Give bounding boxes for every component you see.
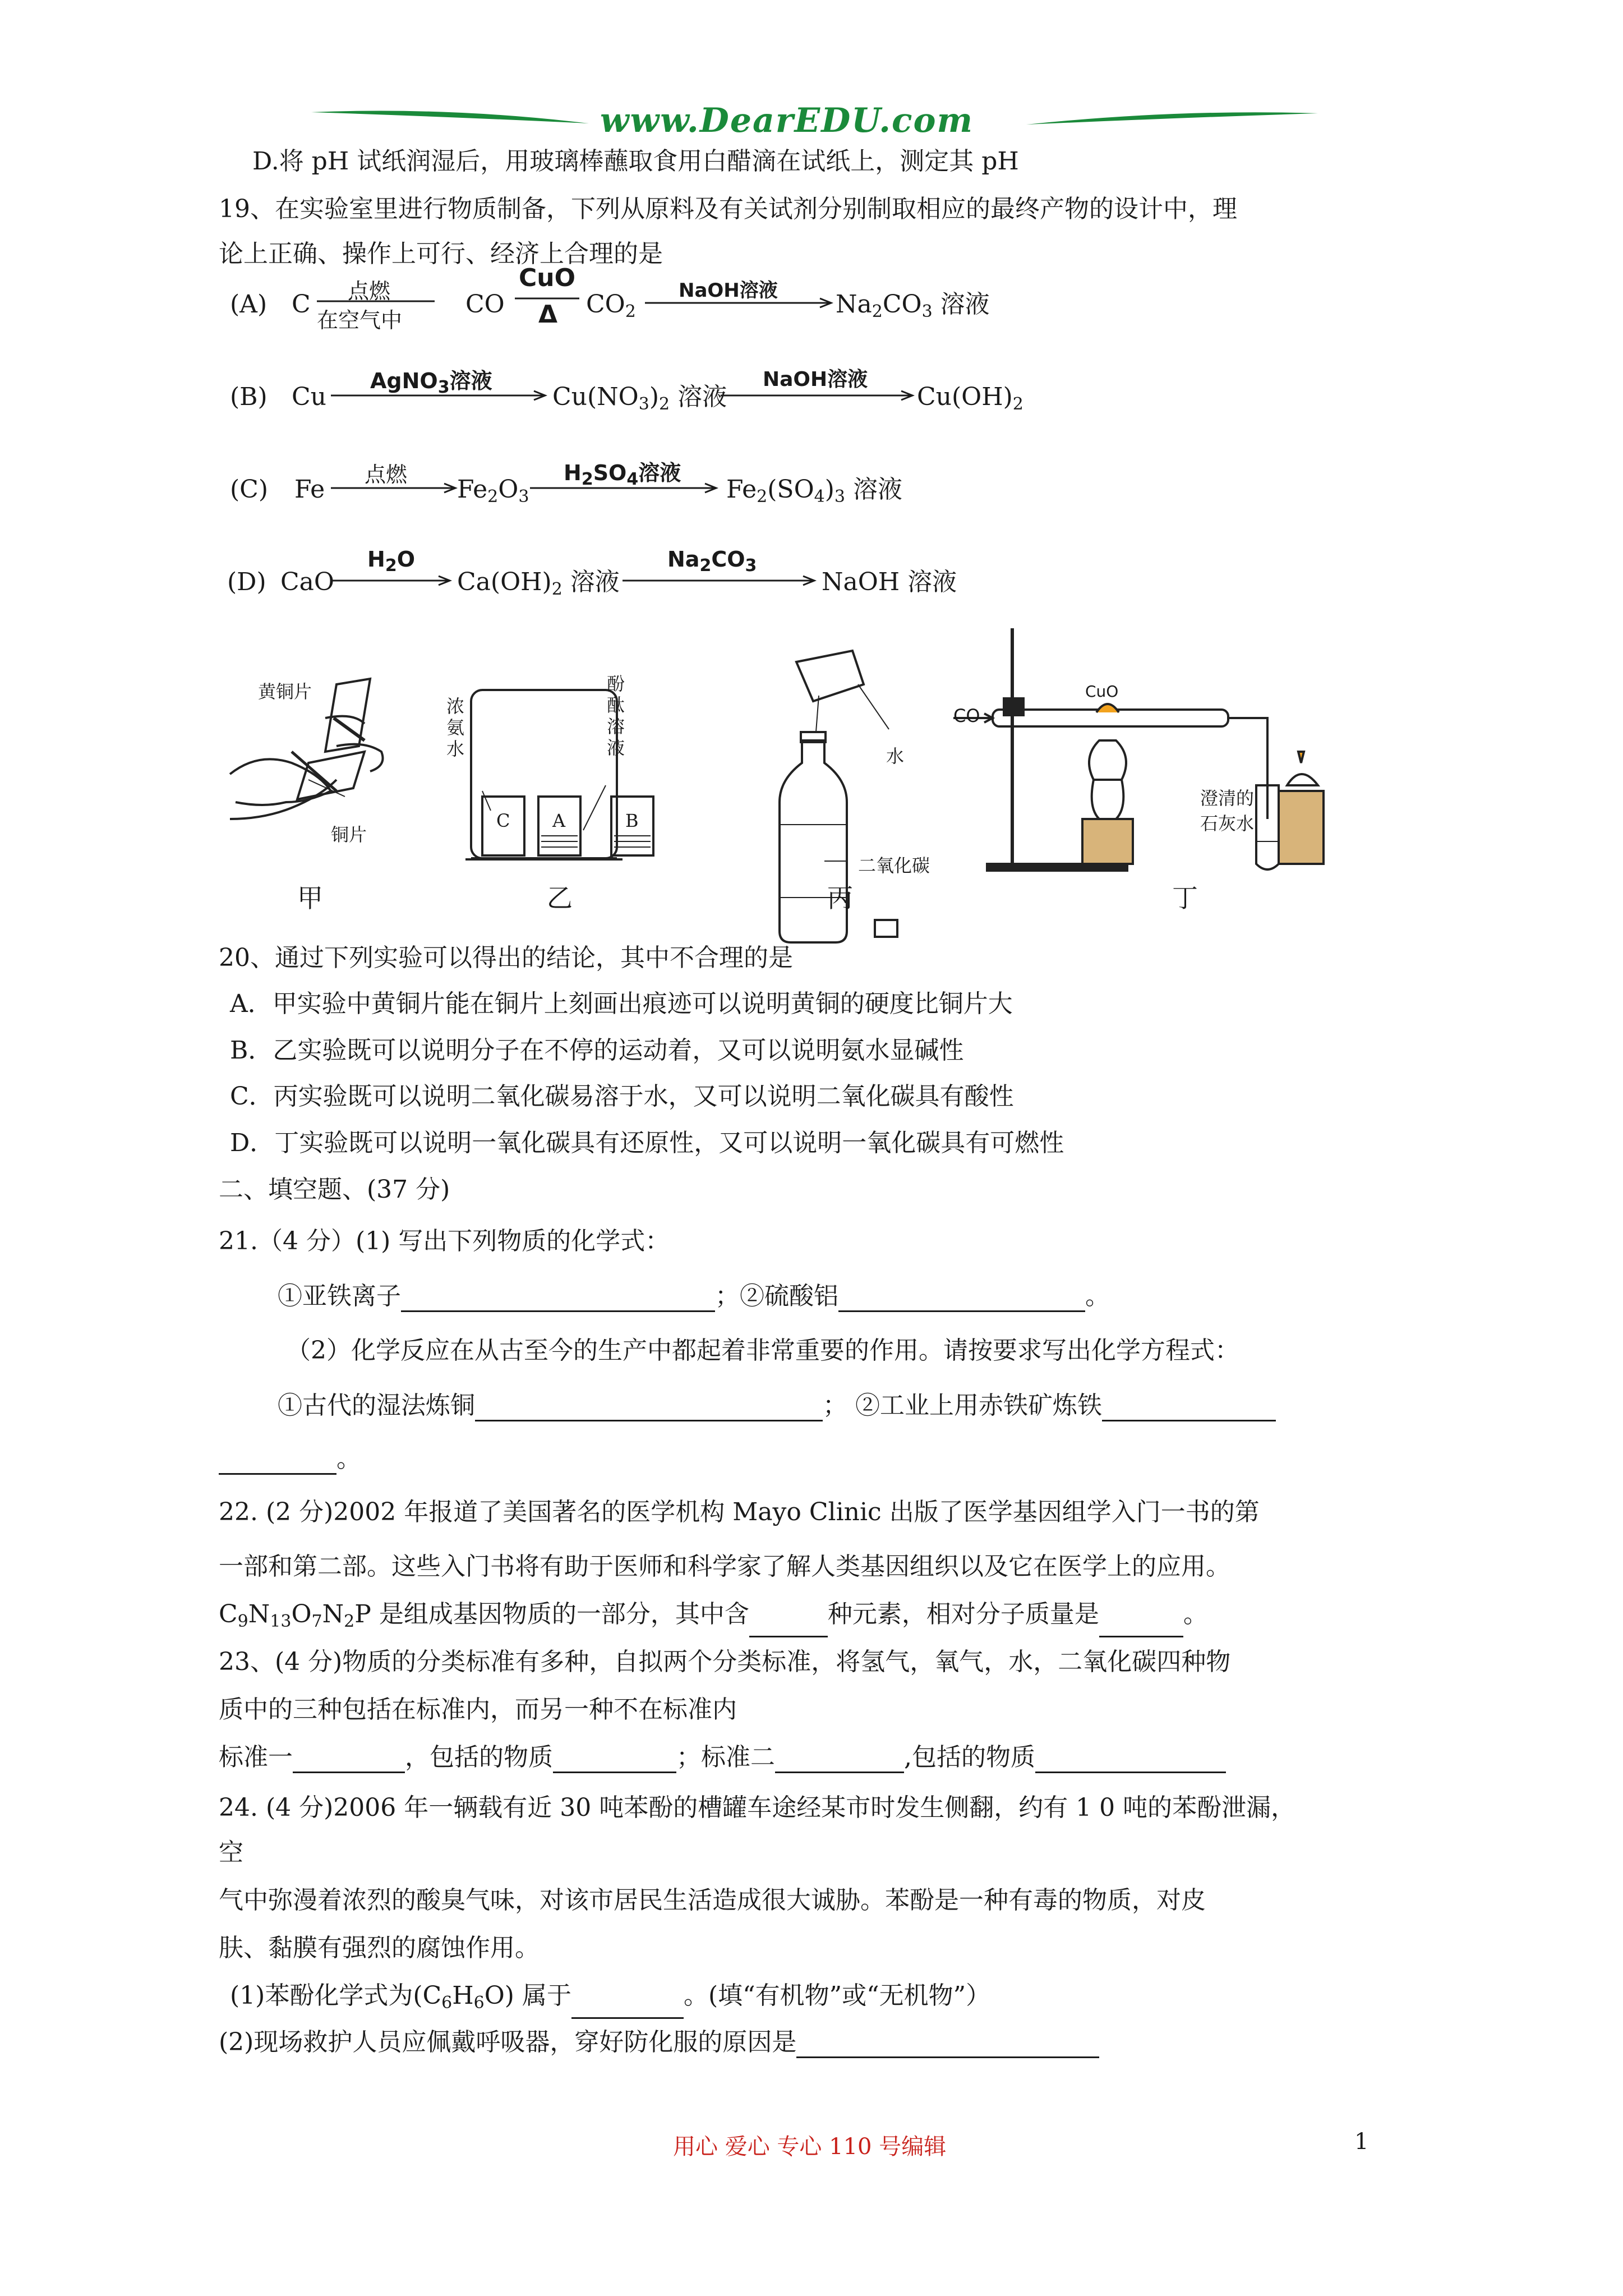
ammonia-diffusion-illustration	[449, 668, 684, 869]
co-reduction-apparatus-illustration	[953, 617, 1368, 869]
q18-option-d: D.将 pH 试纸润湿后，用玻璃棒蘸取食用白醋滴在试纸上，测定其 pH	[252, 147, 1019, 176]
beaker-label: A	[552, 810, 566, 831]
figure-label: CO	[953, 705, 980, 726]
q24-line4: 肤、黏膜有强烈的腐蚀作用。	[219, 1934, 540, 1962]
q21-line1: 21.（4 分）(1) 写出下列物质的化学式：	[219, 1227, 670, 1255]
arrow-right-icon	[645, 298, 836, 310]
q24-line3: 气中弥漫着浓烈的酸臭气味，对该市居民生活造成很大诚胁。苯酚是一种有毒的物质，对皮	[219, 1886, 1206, 1915]
answer-blank[interactable]	[1099, 1613, 1183, 1637]
arrow-condition: Δ	[538, 300, 558, 329]
figure-label: 水	[886, 746, 905, 767]
q20-stem: 20、通过下列实验可以得出的结论，其中不合理的是	[219, 944, 793, 972]
arrow-condition: 点燃	[365, 462, 408, 487]
figure-caption-yi: 乙	[547, 883, 573, 913]
product: CO	[465, 290, 505, 319]
co2-bottle-illustration	[763, 639, 976, 864]
arrow-right-icon	[623, 576, 819, 587]
final-product: $Na_2CO_3$ 溶液	[836, 290, 990, 321]
q23-line1: 23、(4 分)物质的分类标准有多种，自拟两个分类标准，将氢气，氧气，水，二氧化碳四种物	[219, 1648, 1231, 1676]
answer-blank[interactable]	[775, 1749, 904, 1773]
arrow-right-icon	[530, 484, 721, 495]
option-label: (A)	[230, 290, 268, 319]
arrow-condition: $H_2O$	[367, 547, 415, 576]
figure-label: 铜片	[331, 824, 367, 845]
site-url[interactable]: www.DearEDU.com	[600, 101, 974, 140]
arrow-condition: NaOH溶液	[679, 279, 778, 302]
arrow-condition: 在空气中	[317, 308, 403, 333]
figure-label: 石灰水	[1200, 813, 1255, 834]
reactant: Cu	[292, 383, 327, 411]
reactant: CaO	[280, 568, 334, 596]
answer-blank[interactable]	[1035, 1749, 1226, 1773]
figure-label: 浓氨水	[446, 696, 465, 760]
product: $Cu(NO_3)_2$ 溶液	[552, 383, 727, 414]
figure-label: 澄清的	[1200, 788, 1255, 809]
q24-line2: 空	[219, 1838, 243, 1867]
q22-line2: 一部和第二部。这些入门书将有助于医师和科学家了解人类基因组织以及它在医学上的应用。	[219, 1552, 1230, 1581]
product: $Ca(OH)_2$ 溶液	[457, 568, 620, 599]
page-number: 1	[1354, 2129, 1369, 2155]
q20-option-c: C．丙实验既可以说明二氧化碳易溶于水，又可以说明二氧化碳具有酸性	[230, 1082, 1014, 1111]
q23-line2: 质中的三种包括在标准内，而另一种不在标准内	[219, 1695, 737, 1724]
figure-caption-bing: 丙	[827, 883, 853, 913]
final-product: $Fe_2(SO_4)_3$ 溶液	[726, 475, 903, 507]
answer-blank[interactable]	[571, 1995, 684, 2019]
q22-line3: $C_9N_{13}O_7N_2P$ 是组成基因物质的一部分，其中含 种元素，相对分子质量是 。	[219, 1599, 1208, 1637]
q20-option-d: D．丁实验既可以说明一氧化碳具有还原性，又可以说明一氧化碳具有可燃性	[230, 1129, 1064, 1157]
site-header	[0, 101, 1623, 146]
figure-label: 酚酞溶液	[607, 673, 625, 758]
q24-line5: (1)苯酚化学式为$(C_6H_6O)$ 属于 。(填“有机物”或“无机物”）	[230, 1980, 990, 2019]
q21-line5: 。	[219, 1443, 361, 1475]
arrow-right-icon	[331, 391, 550, 402]
q20-option-b: B．乙实验既可以说明分子在不停的运动着，又可以说明氨水显碱性	[230, 1036, 964, 1065]
final-product: $Cu(OH)_2$	[917, 383, 1023, 414]
figure-label: 黄铜片	[258, 681, 312, 702]
arrow-condition: $H_2SO_4$溶液	[564, 461, 681, 489]
q24-line1: 24. (4 分)2006 年一辆载有近 30 吨苯酚的槽罐车途经某市时发生侧翻，约有 1 0 吨的苯酚泄漏，	[219, 1793, 1296, 1822]
q20-option-a: A．甲实验中黄铜片能在铜片上刻画出痕迹可以说明黄铜的硬度比铜片大	[230, 990, 1013, 1018]
reactant: C	[292, 290, 311, 319]
answer-blank[interactable]	[293, 1749, 405, 1773]
option-label: (D)	[227, 568, 266, 596]
q21-line2: ①亚铁离子 ；②硫酸铝 。	[278, 1281, 1110, 1312]
beaker-label: C	[496, 810, 510, 831]
q23-line3: 标准一 ，包括的物质 ；标准二 ,包括的物质	[219, 1742, 1226, 1773]
answer-blank[interactable]	[838, 1288, 1085, 1312]
final-product: NaOH 溶液	[822, 568, 957, 596]
beaker-label: B	[625, 810, 639, 831]
footer-text: 用心 爱心 专心 110 号编辑	[673, 2134, 947, 2160]
figure-caption-jia: 甲	[297, 883, 323, 913]
arrow-right-icon	[721, 391, 917, 402]
arrow-condition: NaOH溶液	[763, 368, 868, 391]
arrow-condition: AgNO$_3$溶液	[370, 369, 492, 397]
q24-line6: (2)现场救护人员应佩戴呼吸器，穿好防化服的原因是	[219, 2027, 1099, 2058]
figure-label: 二氧化碳	[858, 855, 930, 876]
q21-line3: （2）化学反应在从古至今的生产中都起着非常重要的作用。请按要求写出化学方程式：	[286, 1336, 1239, 1365]
brass-scratch-illustration	[224, 668, 415, 853]
q19-stem-line1: 19、在实验室里进行物质制备，下列从原料及有关试剂分别制取相应的最终产物的设计中，理	[219, 195, 1237, 223]
arrow-condition: CuO	[519, 264, 576, 292]
section-heading: 二、填空题、(37 分)	[219, 1175, 450, 1204]
answer-blank[interactable]	[553, 1749, 676, 1773]
arrow-condition: 点燃	[348, 279, 391, 303]
figure-label: CuO	[1085, 682, 1119, 701]
arrow-right-icon	[331, 484, 460, 495]
answer-blank[interactable]	[1102, 1397, 1276, 1421]
product: $CO_2$	[586, 290, 636, 321]
answer-blank[interactable]	[796, 2034, 1099, 2058]
product: $Fe_2O_3$	[457, 475, 529, 507]
reactant: Fe	[294, 475, 325, 504]
arrow-condition: $Na_2CO_3$	[667, 547, 757, 576]
q19-stem-line2: 论上正确、操作上可行、经济上合理的是	[219, 240, 663, 268]
arrow-right-icon	[331, 576, 454, 587]
answer-blank[interactable]	[475, 1397, 823, 1421]
answer-blank[interactable]	[401, 1288, 715, 1312]
answer-blank[interactable]	[219, 1451, 336, 1475]
answer-blank[interactable]	[749, 1613, 828, 1637]
option-label: (B)	[230, 383, 268, 411]
q22-line1: 22. (2 分)2002 年报道了美国著名的医学机构 Mayo Clinic 出版了医学基因组学入门一书的第	[219, 1498, 1260, 1526]
q21-line4: ①古代的湿法炼铜 ； ②工业上用赤铁矿炼铁	[278, 1390, 1276, 1421]
option-label: (C)	[230, 475, 268, 504]
figure-caption-ding: 丁	[1172, 883, 1198, 913]
